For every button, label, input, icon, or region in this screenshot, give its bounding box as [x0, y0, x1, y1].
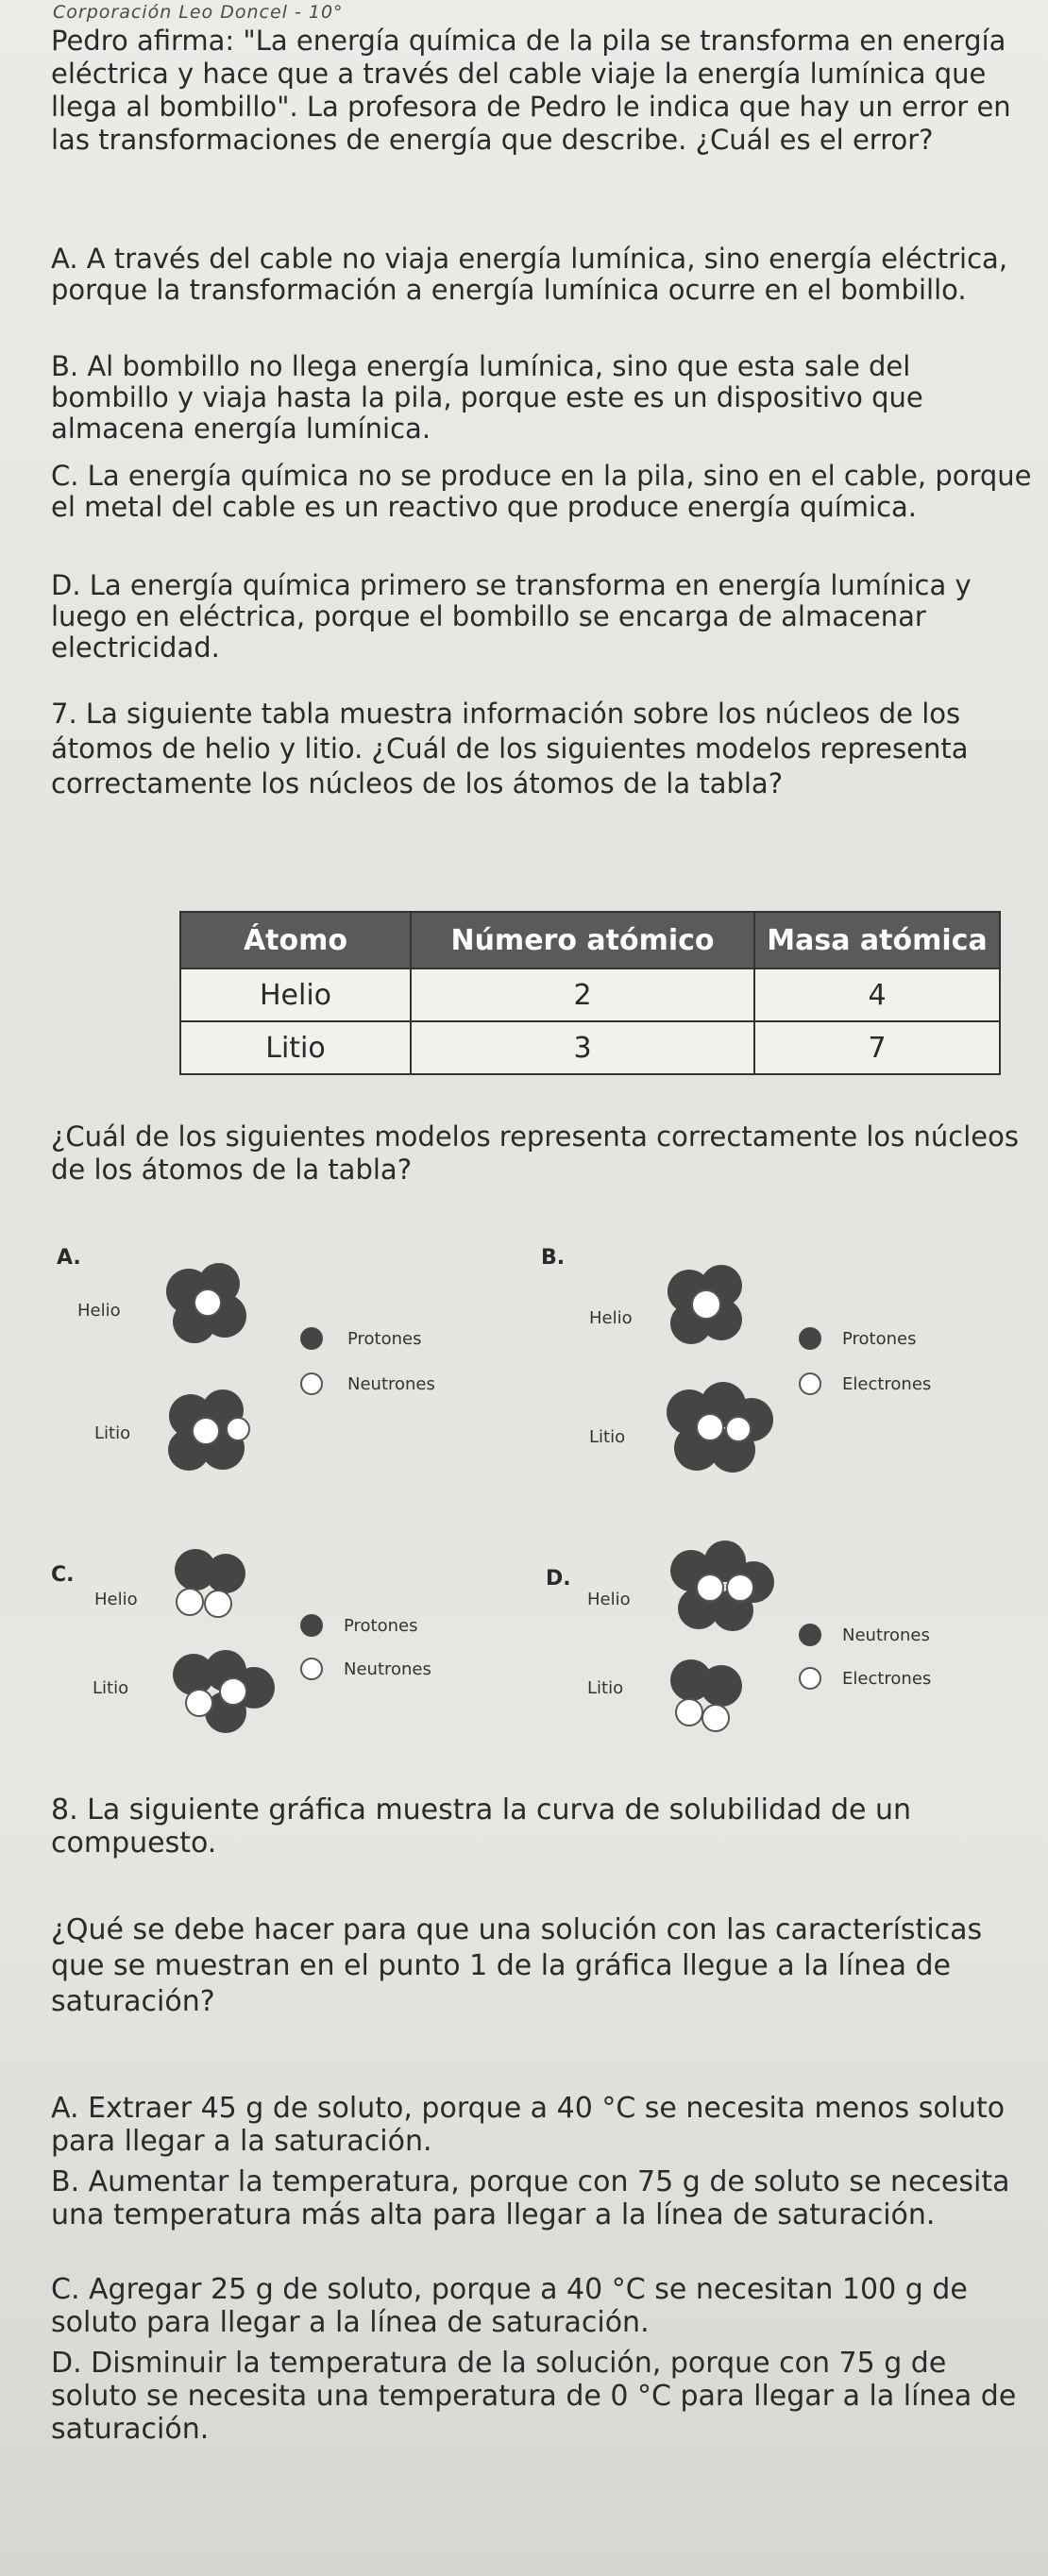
helium-nucleus-model — [151, 1255, 274, 1359]
atom-label: Litio — [589, 1427, 626, 1447]
question-8-statement: 8. La siguiente gráfica muestra la curva de solubilidad de un compuesto. — [51, 1793, 912, 1860]
legend-label: Neutrones — [347, 1374, 435, 1394]
legend-label: Protones — [842, 1329, 917, 1349]
table-cell: 4 — [754, 968, 1000, 1021]
legend-label: Electrones — [842, 1669, 932, 1689]
helium-nucleus-model — [651, 1529, 793, 1652]
atom-label: Helio — [587, 1590, 631, 1609]
legend-dark-dot — [300, 1614, 323, 1637]
table-header-cell: Átomo — [180, 912, 411, 968]
legend-dark-dot — [799, 1624, 821, 1646]
atoms-table — [179, 911, 1001, 1075]
q8-option-c: C. Agregar 25 g de soluto, porque a 40 °C se necesitan 100 g de soluto para llegar a la línea de saturación. — [51, 2273, 968, 2339]
legend-dark-dot — [300, 1327, 323, 1350]
model-letter: C. — [51, 1563, 75, 1587]
legend-label: Protones — [347, 1329, 422, 1349]
legend-light-dot — [799, 1372, 821, 1395]
legend-label: Protones — [344, 1616, 418, 1636]
legend-light-dot — [300, 1372, 323, 1395]
q6-option-b: B. Al bombillo no llega energía lumínica, sino que esta sale del bombillo y viaja hasta la pila, porque este es un dispositivo que almacena energía lumínica. — [51, 350, 923, 445]
table-cell: Litio — [180, 1021, 411, 1074]
model-letter: A. — [57, 1246, 81, 1270]
question-8-prompt: ¿Qué se debe hacer para que una solución con las características que se muestran en el punto 1 de la gráfica llegue a la línea de saturación? — [51, 1913, 983, 2018]
q6-option-d: D. La energía química primero se transforma en energía lumínica y luego en eléctrica, porque el bombillo se encarga de almacenar electricidad. — [51, 569, 972, 664]
q6-option-c: C. La energía química no se produce en la pila, sino en el cable, porque el metal del cable es un reactivo que produce energía química. — [51, 460, 1032, 523]
lithium-nucleus-model — [651, 1644, 765, 1748]
legend-label: Neutrones — [842, 1625, 930, 1645]
helium-nucleus-model — [651, 1254, 765, 1357]
q8-option-d: D. Disminuir la temperatura de la solución, porque con 75 g de soluto se necesita una temperatura de 0 °C para llegar a la línea de saturación. — [51, 2347, 1017, 2446]
atom-label: Litio — [94, 1423, 131, 1443]
atom-label: Litio — [93, 1678, 129, 1698]
lithium-nucleus-model — [651, 1371, 793, 1493]
q6-option-a: A. A través del cable no viaja energía lumínica, sino energía eléctrica, porque la transformación a energía lumínica ocurre en el bombillo. — [51, 243, 1008, 306]
model-letter: D. — [546, 1567, 571, 1591]
lithium-nucleus-model — [151, 1378, 274, 1491]
legend-light-dot — [300, 1658, 323, 1680]
question-7-statement: 7. La siguiente tabla muestra información sobre los núcleos de los átomos de helio y litio. ¿Cuál de los siguientes modelos representa correctamente los núcleos de los átomos de la tabla? — [51, 698, 969, 800]
table-header-cell: Número atómico — [411, 912, 754, 968]
atom-label: Helio — [94, 1590, 138, 1609]
legend-dark-dot — [799, 1327, 821, 1350]
question-6-statement: Pedro afirma: "La energía química de la pila se transforma en energía eléctrica y hace que a través del cable viaje la energía lumínica que llega al bombillo". La profesora de Pedro le indica que hay un error en las transformaciones de energía que describe. ¿Cuál es el error? — [51, 25, 1011, 156]
legend-light-dot — [799, 1667, 821, 1690]
table-cell: 2 — [411, 968, 754, 1021]
atom-label: Helio — [589, 1308, 633, 1328]
handwritten-header: Corporación Leo Doncel - 10° — [53, 2, 344, 23]
model-letter: B. — [541, 1246, 566, 1270]
legend-label: Electrones — [842, 1374, 932, 1394]
q8-option-a: A. Extraer 45 g de soluto, porque a 40 °C se necesita menos soluto para llegar a la saturación. — [51, 2092, 1006, 2158]
lithium-nucleus-model — [156, 1642, 297, 1746]
question-7-prompt: ¿Cuál de los siguientes modelos representa correctamente los núcleos de los átomos de la tabla? — [51, 1120, 1019, 1186]
atom-label: Helio — [77, 1301, 121, 1321]
q8-option-b: B. Aumentar la temperatura, porque con 75 g de soluto se necesita una temperatura más alta para llegar a la línea de saturación. — [51, 2165, 1010, 2231]
atom-label: Litio — [587, 1678, 624, 1698]
table-cell: 3 — [411, 1021, 754, 1074]
table-header-cell: Masa atómica — [754, 912, 1000, 968]
table-cell: Helio — [180, 968, 411, 1021]
table-row — [180, 1021, 1000, 1074]
table-header-row — [180, 912, 1000, 968]
helium-nucleus-model — [156, 1534, 269, 1638]
table-cell: 7 — [754, 1021, 1000, 1074]
legend-label: Neutrones — [344, 1659, 431, 1679]
table-row — [180, 968, 1000, 1021]
